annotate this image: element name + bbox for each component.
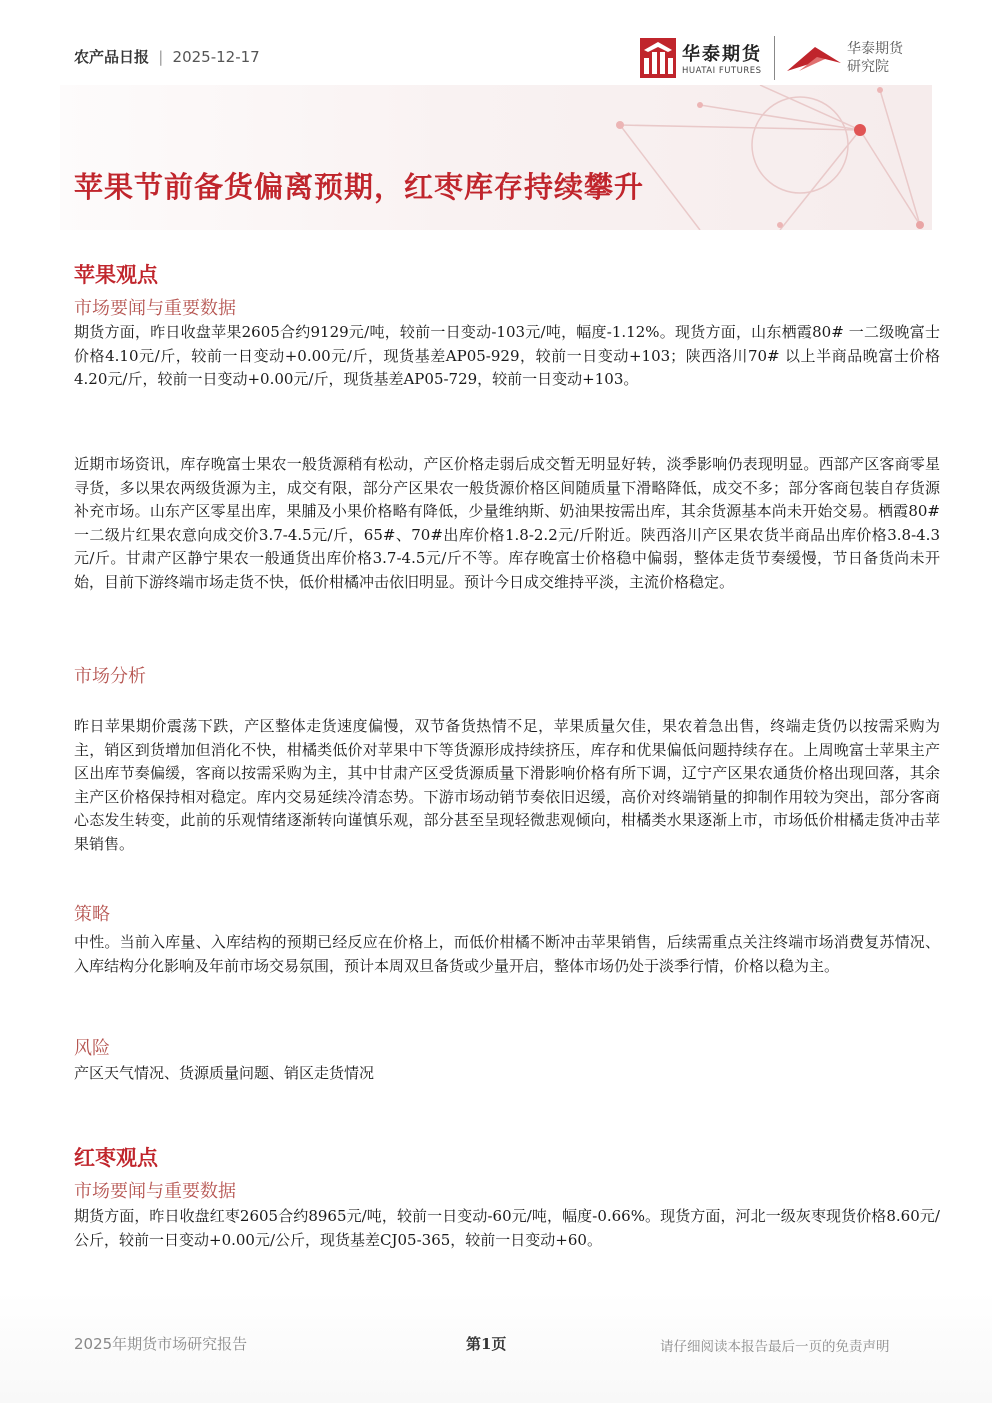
jujube-news-heading: 市场要闻与重要数据 xyxy=(74,1181,236,1202)
report-date: 2025-12-17 xyxy=(172,48,260,66)
apple-risk-paragraph: 产区天气情况、货源质量问题、销区走货情况 xyxy=(74,1064,375,1082)
jujube-section-heading: 红枣观点 xyxy=(74,1146,158,1170)
jujube-news-paragraph-1: 期货方面，昨日收盘红枣2605合约8965元/吨，较前一日变动-60元/吨，幅度-0.66%。现货方面，河北一级灰枣现货价格8.60元/公斤，较前一日变动+0.00元/公斤，现货基差CJ05-365，较前一日变动+60。 xyxy=(74,1207,940,1249)
logo-chinese-name: 华泰期货 xyxy=(682,44,762,65)
apple-news-paragraph-2: 近期市场资讯，库存晚富士果农一般货源稍有松动，产区价格走弱后成交暂无明显好转，淡季影响仍表现明显。西部产区客商零星寻货，多以果农两级货源为主，成交有限，部分产区果农一般货源价格区间随质量下滑略降低，成交不多；部分客商包装自存货源补充市场。山东产区零星出库，果脯及小果价格略有降低，少量维纳斯、奶油果按需出库，其余货源基本尚未开始交易。栖霞80#一二级片红果农意向成交价3.7-4.5元/斤，65#、70#出库价格1.8-2.2元/斤附近。陕西洛川产区果农货半商品出库价格3.8-4.3元/斤。甘肃产区静宁果农一般通货出库价格3.7-4.5元/斤不等。库存晚富士价格稳中偏弱，整体走货节奏缓慢，节日备货尚未开始，目前下游终端市场走货不快，低价柑橘冲击依旧明显。预计今日成交维持平淡，主流价格稳定。 xyxy=(74,455,940,591)
apple-news-heading: 市场要闻与重要数据 xyxy=(74,298,236,319)
company-logo xyxy=(640,34,903,82)
report-type: 农产品日报 xyxy=(74,48,150,66)
apple-analysis-heading: 市场分析 xyxy=(74,666,146,687)
page-number: 第1页 xyxy=(466,1335,507,1353)
institute-logo-icon xyxy=(785,41,843,75)
footer-disclaimer: 请仔细阅读本报告最后一页的免责声明 xyxy=(660,1339,890,1355)
institute-line1: 华泰期货 xyxy=(847,41,903,57)
logo-divider xyxy=(774,36,775,80)
apple-section-heading: 苹果观点 xyxy=(74,263,158,287)
report-title: 苹果节前备货偏离预期，红枣库存持续攀升 xyxy=(74,170,645,204)
institute-line2: 研究院 xyxy=(847,59,889,75)
header-separator: | xyxy=(158,48,164,66)
apple-analysis-paragraph: 昨日苹果期价震荡下跌，产区整体走货速度偏慢，双节备货热情不足，苹果质量欠佳，果农着急出售，终端走货仍以按需采购为主，销区到货增加但消化不快，柑橘类低价对苹果中下等货源形成持续挤压，库存和优果偏低问题持续存在。上周晚富士苹果主产区出库节奏偏缓，客商以按需采购为主，其中甘肃产区受货源质量下滑影响价格有所下调，辽宁产区果农通货价格出现回落，其余主产区价格保持相对稳定。库内交易延续冷清态势。下游市场动销节奏依旧迟缓，高价对终端销量的抑制作用较为突出，部分客商心态发生转变，此前的乐观情绪逐渐转向谨慎乐观，部分甚至呈现轻微悲观倾向，柑橘类水果逐渐上市，市场低价柑橘走货冲击苹果销售。 xyxy=(74,717,940,853)
network-decoration-icon xyxy=(60,85,932,230)
apple-news-paragraph-1: 期货方面，昨日收盘苹果2605合约9129元/吨，较前一日变动-103元/吨，幅度-1.12%。现货方面，山东栖霞80# 一二级晚富士价格4.10元/斤，较前一日变动+0.00元/斤，现货基差AP05-929，较前一日变动+103；陕西洛川70# 以上半商品晚富士价格4.20元/斤，较前一日变动+0.00元/斤，现货基差AP05-729，较前一日变动+103。 xyxy=(74,323,940,388)
apple-strategy-heading: 策略 xyxy=(74,904,110,925)
huatai-logo-icon xyxy=(640,38,676,78)
apple-risk-heading: 风险 xyxy=(74,1038,110,1059)
report-header xyxy=(74,46,260,67)
title-banner xyxy=(60,85,932,230)
apple-strategy-paragraph: 中性。当前入库量、入库结构的预期已经反应在价格上，而低价柑橘不断冲击苹果销售，后续需重点关注终端市场消费复苏情况、入库结构分化影响及年前市场交易氛围，预计本周双旦备货或少量开启，整体市场仍处于淡季行情，价格以稳为主。 xyxy=(74,933,940,975)
footer-report-name: 2025年期货市场研究报告 xyxy=(74,1335,248,1353)
logo-english-name: HUATAI FUTURES xyxy=(682,66,762,76)
